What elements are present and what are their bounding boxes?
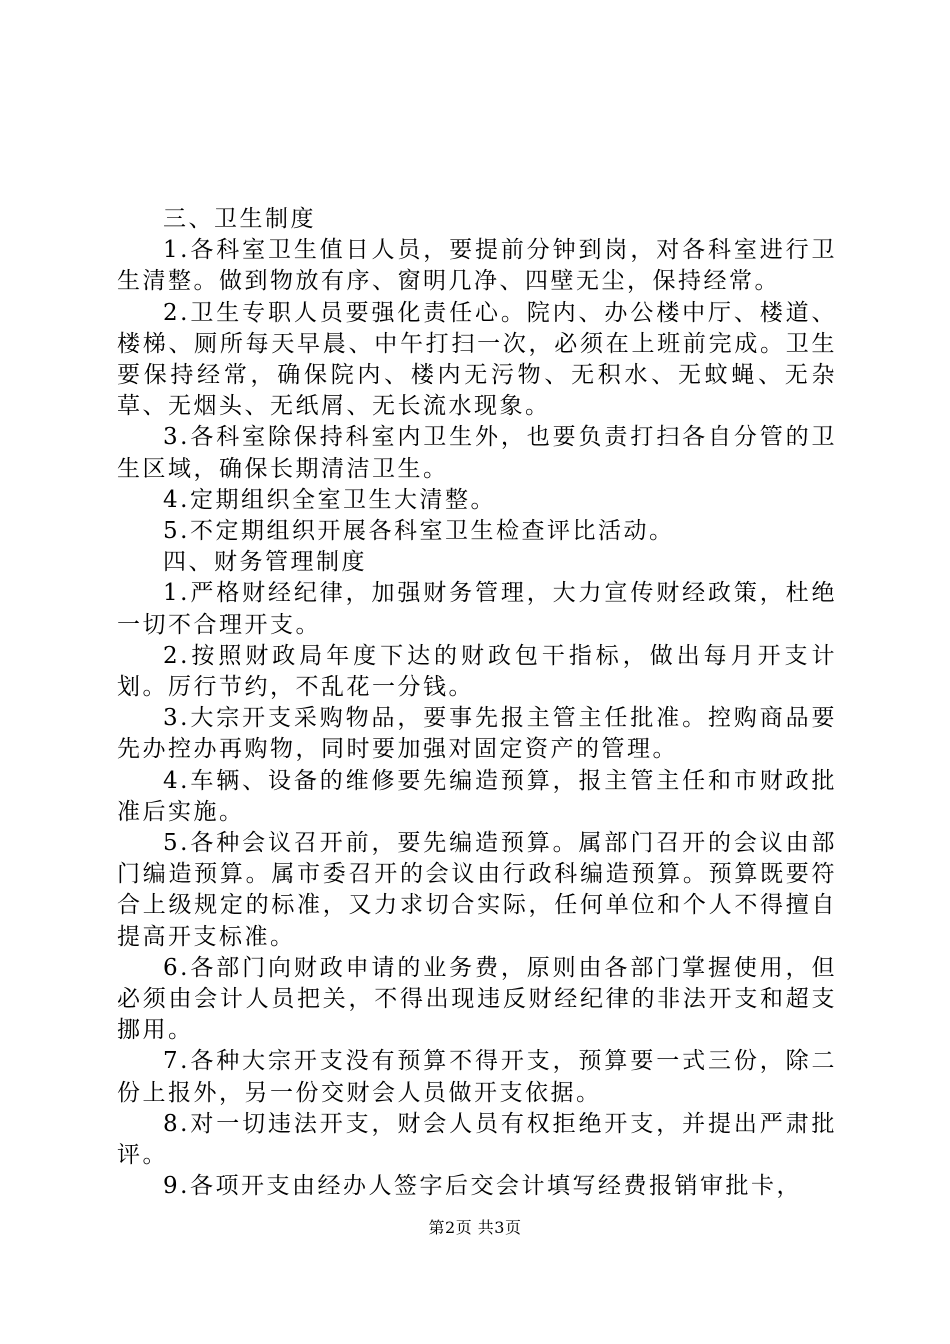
hygiene-item-4: 4.定期组织全室卫生大清整。 [163, 486, 496, 513]
finance-item-8: 8.对一切违法开支，财会人员有权拒绝开支，并提出严肃批评。 [117, 1110, 837, 1169]
finance-item-5: 5.各种会议召开前，要先编造预算。属部门召开的会议由部门编造预算。属市委召开的会议由行政科编造预算。预算既要符合上级规定的标准，又力求切合实际，任何单位和个人不得擅自提高开支标准。 [117, 830, 837, 950]
hygiene-item-5: 5.不定期组织开展各科室卫生检查评比活动。 [163, 518, 675, 545]
section-heading-hygiene: 三、卫生制度 [163, 206, 316, 232]
hygiene-item-1: 1.各科室卫生值日人员，要提前分钟到岗，对各科室进行卫生清整。做到物放有序、窗明几净、四壁无尘，保持经常。 [117, 237, 837, 295]
hygiene-item-2: 2.卫生专职人员要强化责任心。院内、办公楼中厅、楼道、楼梯、厕所每天早晨、中午打扫一次，必须在上班前完成。卫生要保持经常，确保院内、楼内无污物、无积水、无蚊蝇、无杂草、无烟头、无纸屑、无长流水现象。 [117, 299, 837, 420]
page-number-footer: 第2页 共3页 [428, 1218, 522, 1237]
finance-item-3: 3.大宗开支采购物品，要事先报主管主任批准。控购商品要先办控办再购物，同时要加强对固定资产的管理。 [117, 705, 837, 763]
finance-item-9: 9.各项开支由经办人签字后交会计填写经费报销审批卡， [163, 1173, 802, 1200]
finance-item-7: 7.各种大宗开支没有预算不得开支，预算要一式三份，除二份上报外，另一份交财会人员做开支依据。 [117, 1048, 837, 1106]
hygiene-item-3: 3.各科室除保持科室内卫生外，也要负责打扫各自分管的卫生区域，确保长期清洁卫生。 [117, 424, 837, 482]
section-heading-finance: 四、财务管理制度 [163, 549, 367, 576]
document-body [117, 204, 837, 1203]
finance-item-6: 6.各部门向财政申请的业务费，原则由各部门掌握使用，但必须由会计人员把关，不得出现违反财经纪律的非法开支和超支挪用。 [117, 954, 837, 1044]
finance-item-2: 2.按照财政局年度下达的财政包干指标，做出每月开支计划。厉行节约，不乱花一分钱。 [117, 642, 837, 701]
finance-item-4: 4.车辆、设备的维修要先编造预算，报主管主任和市财政批准后实施。 [117, 767, 837, 825]
finance-item-1: 1.严格财经纪律，加强财务管理，大力宣传财经政策，杜绝一切不合理开支。 [117, 580, 837, 638]
